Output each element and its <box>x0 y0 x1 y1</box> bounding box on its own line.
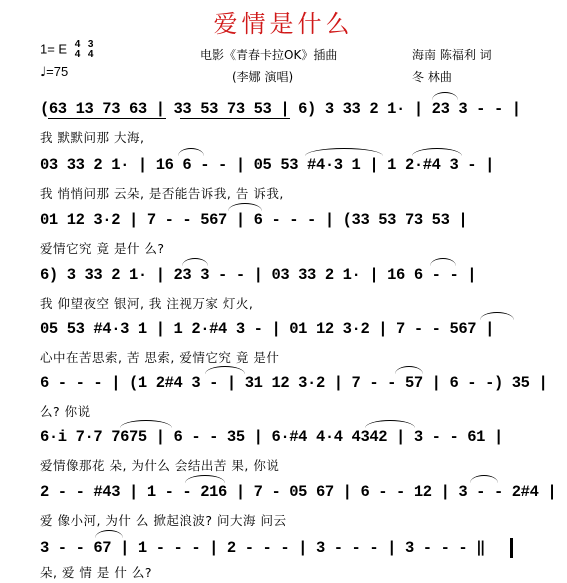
time-sig-2-num: 3 <box>87 39 94 50</box>
slur-mark <box>185 475 225 483</box>
beam-line <box>48 118 166 119</box>
notation-line-5: 05 53 #4·3 1 | 1 2·#4 3 - | 01 12 3·2 | 7 - - 567 | <box>40 320 494 338</box>
notation-line-9: 3 - - 67 | 1 - - - | 2 - - - | 3 - - - | 3 - - - ‖ <box>40 539 486 557</box>
song-title: 爱情是什么 <box>213 10 354 38</box>
slur-mark <box>395 366 423 374</box>
slur-mark <box>205 366 245 374</box>
notation-line-2: 03 33 2 1· | 16 6 - - | 05 53 #4·3 1 | 1 2·#4 3 - | <box>40 156 494 174</box>
notation-line-4: 6) 3 33 2 1· | 23 3 - - | 03 33 2 1· | 16 6 - - | <box>40 266 477 284</box>
tempo-text: =75 <box>46 64 69 79</box>
lyric-line-3: 爱情它究 竟 是什 么? <box>40 241 165 256</box>
lyric-line-2: 我 悄悄问那 云朵, 是否能告诉我, 告 诉我, <box>40 186 284 201</box>
slur-mark <box>430 258 456 266</box>
slur-mark <box>432 92 458 100</box>
slur-mark <box>228 203 262 211</box>
slur-mark <box>470 475 498 483</box>
notation-line-8: 2 - - #43 | 1 - - 216 | 7 - 05 67 | 6 - - 12 | 3 - - 2#4 | <box>40 483 557 501</box>
slur-mark <box>365 420 415 428</box>
time-signature-1 <box>75 40 81 60</box>
slur-mark <box>178 148 204 156</box>
singer-credit: (李娜 演唱) <box>232 70 294 84</box>
slur-mark <box>95 530 123 538</box>
tempo-marking <box>40 64 68 80</box>
time-sig-1-den: 4 <box>74 49 81 60</box>
composer-credit: 冬 林曲 <box>412 70 452 84</box>
notation-line-3: 01 12 3·2 | 7 - - 567 | 6 - - - | (33 53 73 53 | <box>40 211 468 229</box>
lyric-line-1: 我 默默问那 大海, <box>40 130 145 145</box>
quarter-note-icon: ♩ <box>40 65 47 80</box>
key-signature <box>40 40 93 60</box>
beam-line <box>180 118 290 119</box>
lyric-line-5: 心中在苦思索, 苦 思索, 爱情它究 竟 是什 <box>40 350 280 365</box>
key-text: 1= E <box>40 41 68 57</box>
slur-mark <box>120 420 172 428</box>
lyric-line-6: 么? 你说 <box>40 404 91 419</box>
final-barline <box>510 538 513 558</box>
slur-mark <box>305 148 383 156</box>
lyric-line-9: 朵, 爱 情 是 什 么? <box>40 565 152 580</box>
notation-line-6: 6 - - - | (1 2#4 3 - | 31 12 3·2 | 7 - - 57 | 6 - -) 35 | <box>40 374 548 392</box>
notation-line-1: (63 13 73 63 | 33 53 73 53 | 6) 3 33 2 1· | 23 3 - - | <box>40 100 521 118</box>
time-sig-1-num: 4 <box>74 39 81 50</box>
slur-mark <box>412 148 462 156</box>
time-signature-2 <box>88 40 94 60</box>
time-sig-2-den: 4 <box>87 49 94 60</box>
lyric-line-4: 我 仰望夜空 银河, 我 注视万家 灯火, <box>40 296 254 311</box>
lyric-line-8: 爱 像小河, 为什 么 掀起浪波? 问大海 问云 <box>40 513 287 528</box>
notation-line-7: 6·i 7·7 7675 | 6 - - 35 | 6·#4 4·4 4342 | 3 - - 61 | <box>40 428 503 446</box>
lyricist-credit: 海南 陈福利 词 <box>412 48 492 62</box>
lyric-line-7: 爱情像那花 朵, 为什么 会结出苦 果, 你说 <box>40 458 280 473</box>
song-source: 电影《青春卡拉OK》插曲 <box>200 48 338 62</box>
slur-mark <box>480 312 514 320</box>
slur-mark <box>182 258 208 266</box>
